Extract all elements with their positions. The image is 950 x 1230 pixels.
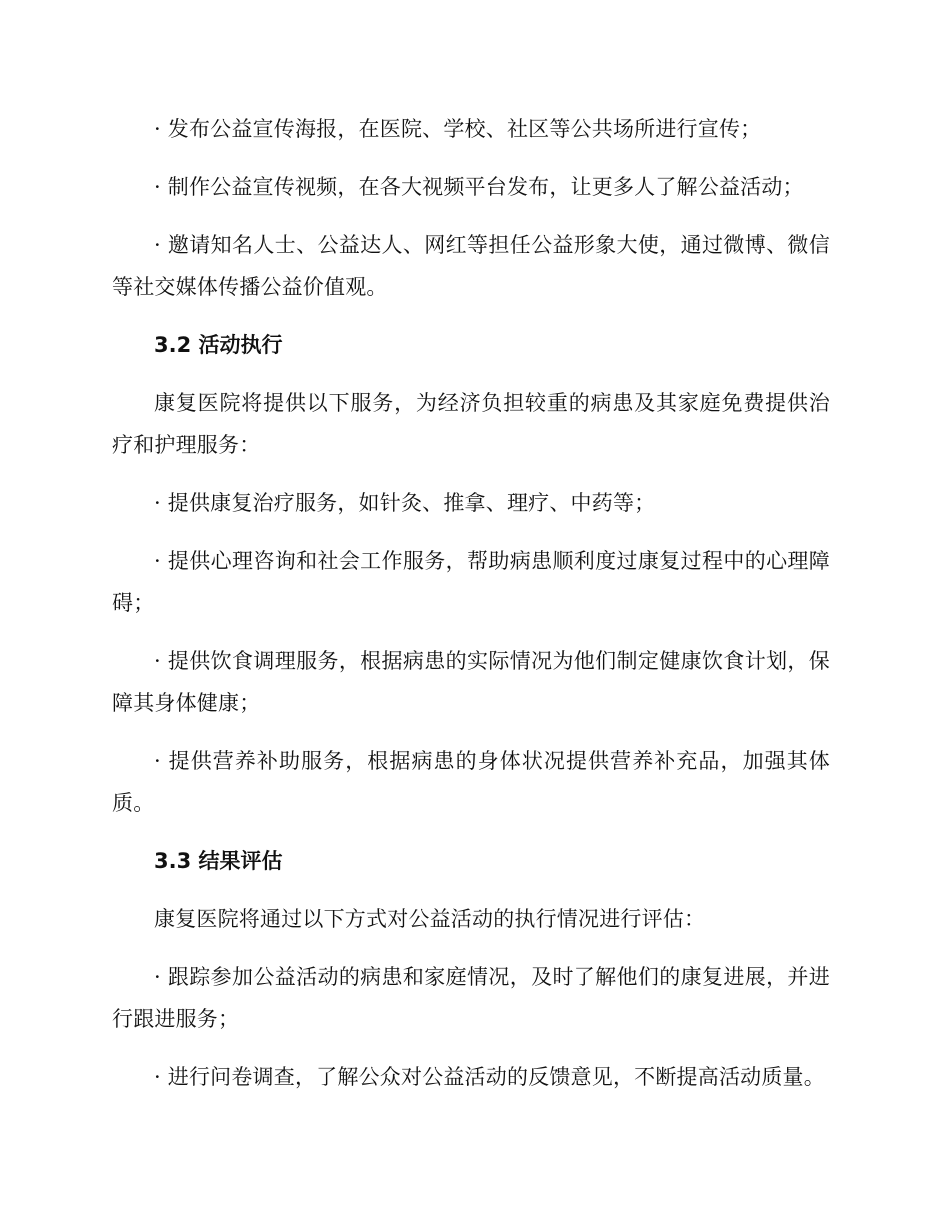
- paragraph-evaluation-intro: 康复医院将通过以下方式对公益活动的执行情况进行评估：: [154, 907, 706, 931]
- bullet-poster: · 发布公益宣传海报，在医院、学校、社区等公共场所进行宣传；: [154, 117, 762, 141]
- section-heading-result-evaluation: 3.3 结果评估: [154, 849, 283, 873]
- bullet-survey: · 进行问卷调查，了解公众对公益活动的反馈意见，不断提高活动质量。: [154, 1065, 825, 1089]
- bullet-counseling: · 提供心理咨询和社会工作服务，帮助病患顺利度过康复过程中的心理障碍；: [112, 549, 830, 615]
- section-heading-activity-execution: 3.2 活动执行: [154, 333, 283, 357]
- bullet-diet: · 提供饮食调理服务，根据病患的实际情况为他们制定健康饮食计划，保障其身体健康；: [112, 649, 830, 715]
- bullet-tracking: · 跟踪参加公益活动的病患和家庭情况，及时了解他们的康复进展，并进行跟进服务；: [112, 965, 830, 1031]
- bullet-nutrition: · 提供营养补助服务，根据病患的身体状况提供营养补充品，加强其体质。: [112, 749, 830, 815]
- bullet-ambassador: · 邀请知名人士、公益达人、网红等担任公益形象大使，通过微博、微信等社交媒体传播公益价值观。: [112, 233, 830, 299]
- bullet-rehab-therapy: · 提供康复治疗服务，如针灸、推拿、理疗、中药等；: [154, 491, 656, 515]
- document-body: [112, 108, 830, 1114]
- bullet-video: · 制作公益宣传视频，在各大视频平台发布，让更多人了解公益活动；: [154, 175, 804, 199]
- paragraph-services-intro: 康复医院将提供以下服务，为经济负担较重的病患及其家庭免费提供治疗和护理服务：: [112, 391, 830, 457]
